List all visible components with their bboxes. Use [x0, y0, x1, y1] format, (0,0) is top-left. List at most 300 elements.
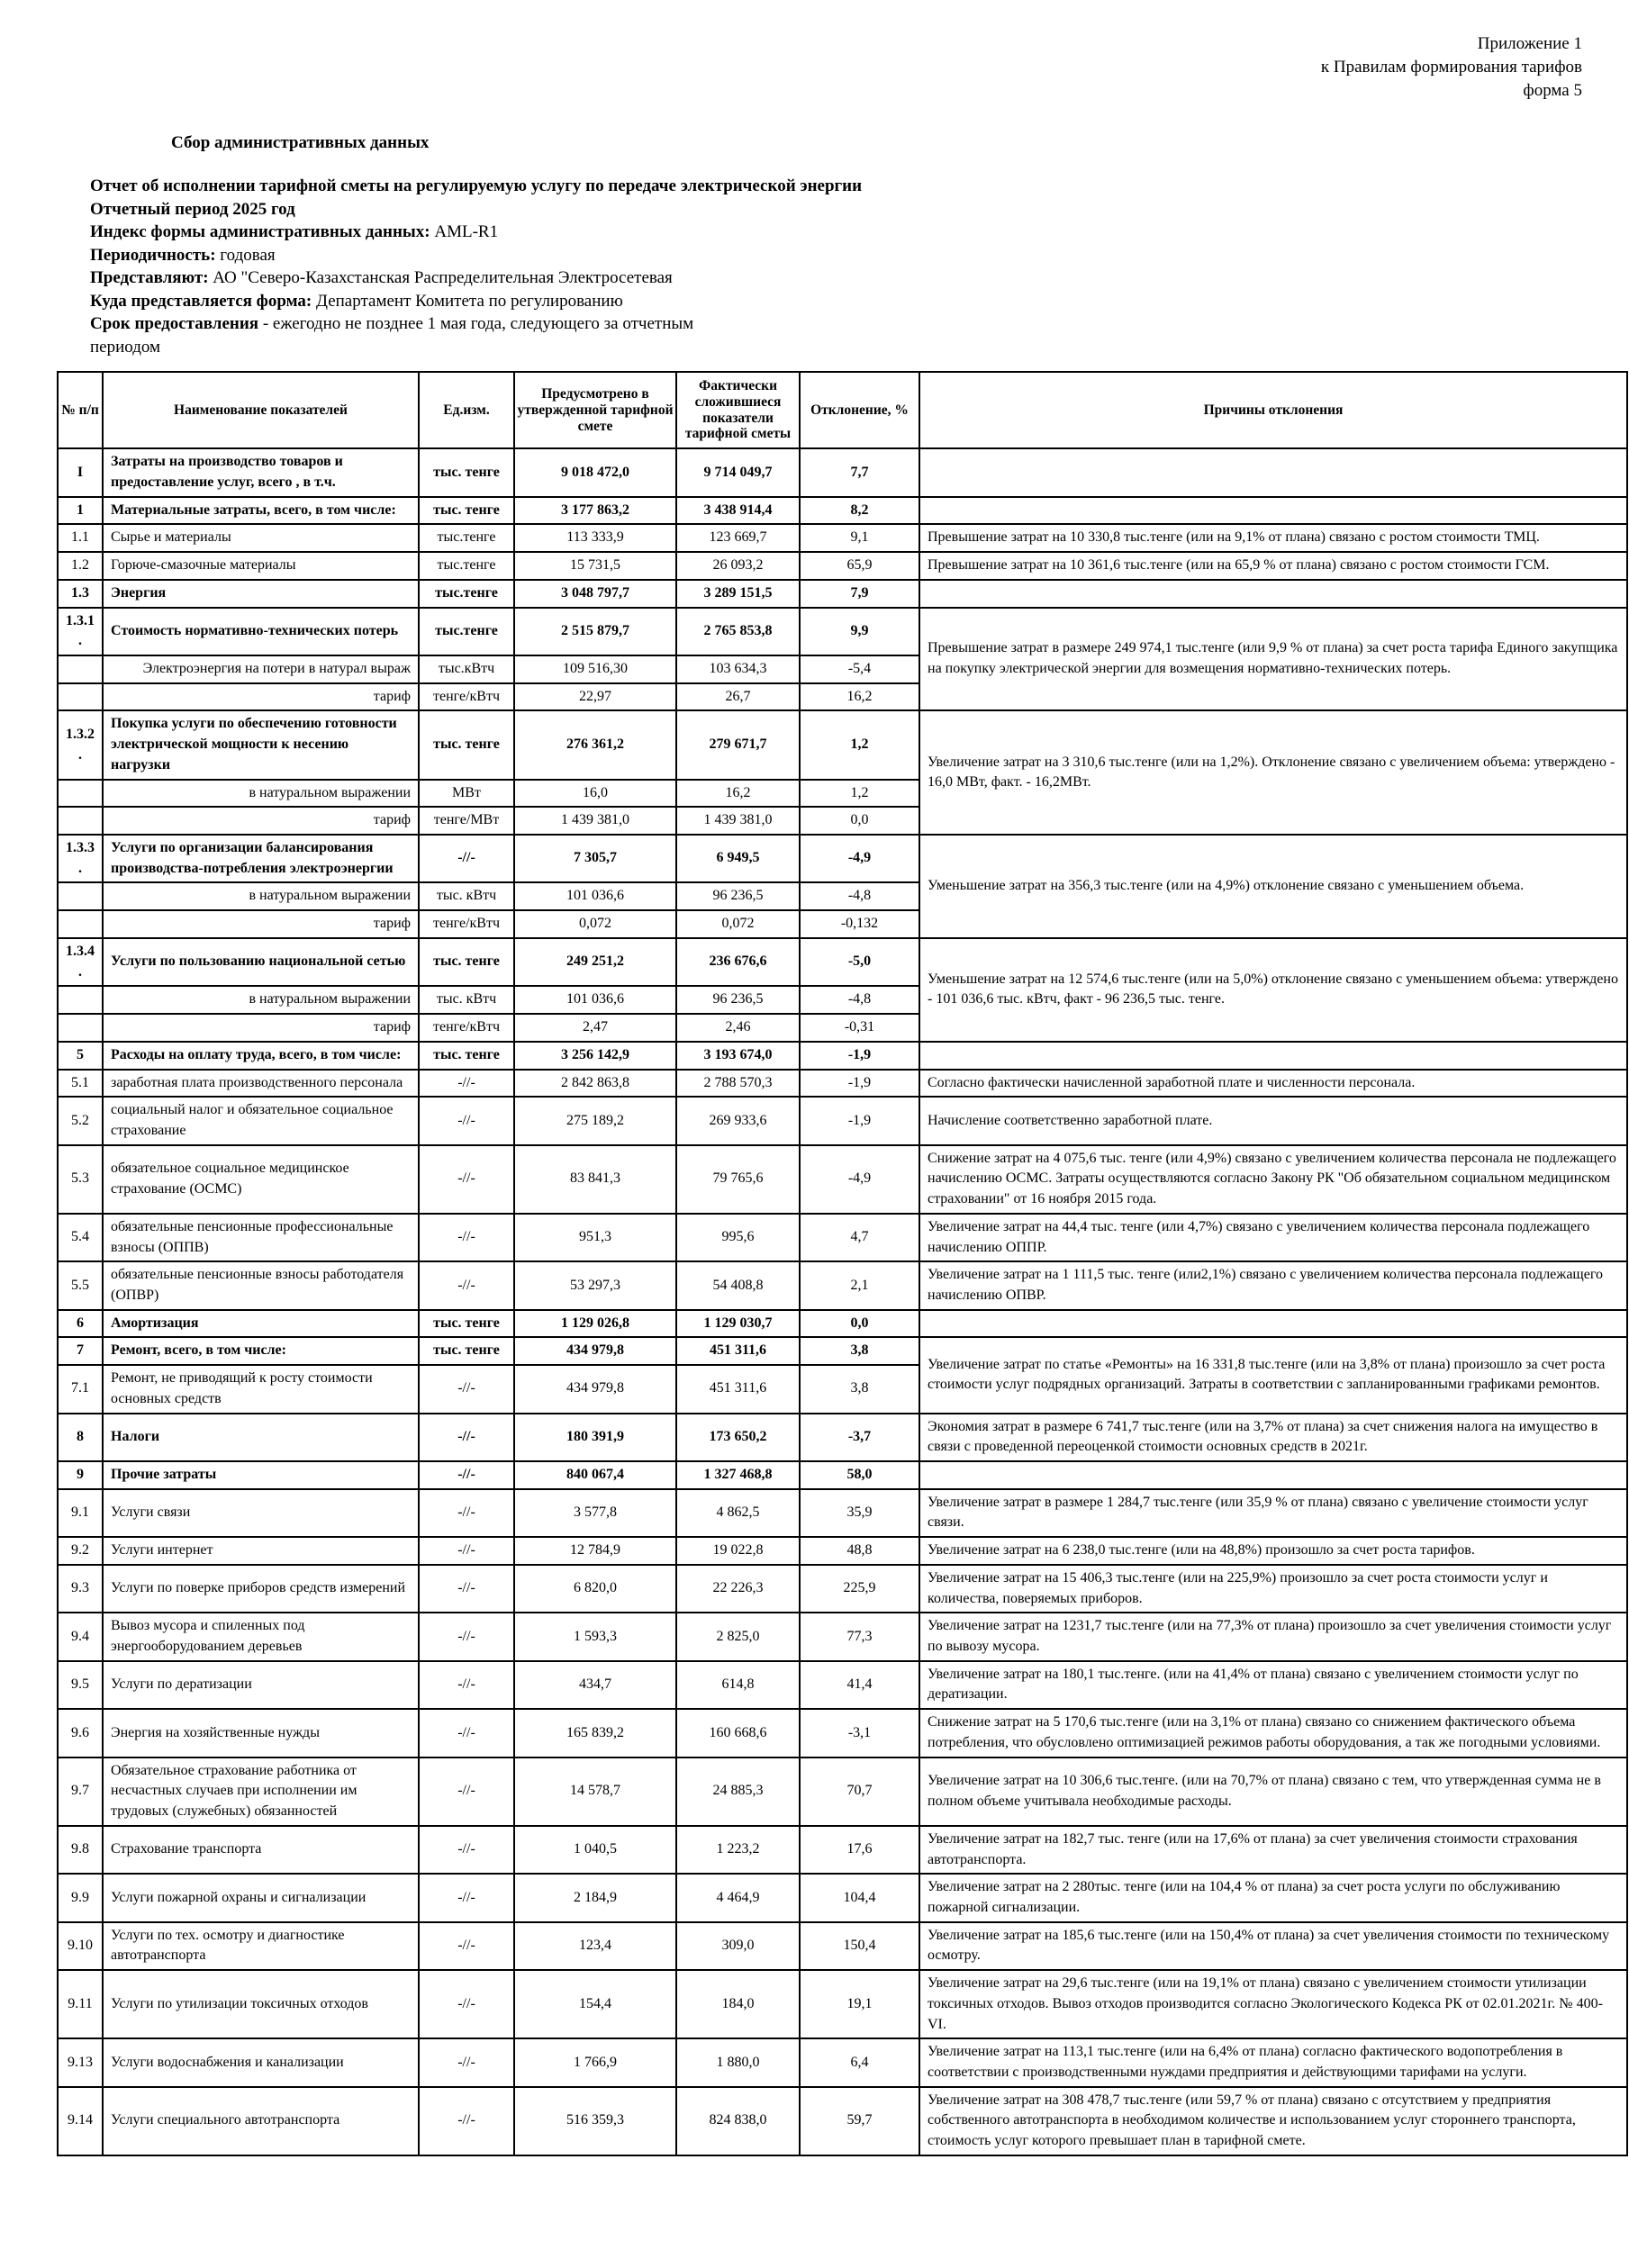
unit-cell: тыс. тенге: [419, 938, 514, 986]
row-number-cell: 7.1: [58, 1365, 103, 1413]
deviation-cell: 9,1: [800, 524, 919, 552]
planned-value-cell: 1 439 381,0: [514, 807, 676, 835]
actual-value-cell: 26 093,2: [676, 552, 800, 580]
row-number-cell: 9.3: [58, 1565, 103, 1613]
planned-value-cell: 1 593,3: [514, 1613, 676, 1660]
row-number-cell: 1.2: [58, 552, 103, 580]
unit-cell: -//-: [419, 1145, 514, 1214]
meta-line: Куда представляется форма: Департамент Комитета по регулированию: [90, 291, 623, 311]
indicator-name-cell: Услуги по утилизации токсичных отходов: [103, 1970, 419, 2038]
indicator-name-cell: Услуги по пользованию национальной сетью: [103, 938, 419, 986]
row-number-cell: 1.3.2.: [58, 710, 103, 779]
report-table-body: [58, 448, 1627, 2155]
planned-value-cell: 2 515 879,7: [514, 608, 676, 655]
row-number-cell: 1.3.4.: [58, 938, 103, 986]
deviation-cell: 35,9: [800, 1489, 919, 1537]
reason-cell: Увеличение затрат на 6 238,0 тыс.тенге (или на 48,8%) произошло за счет роста тарифов.: [919, 1537, 1627, 1565]
row-number-cell: 8: [58, 1414, 103, 1461]
indicator-name-cell: Покупка услуги по обеспечению готовности электрической мощности к несению нагрузки: [103, 710, 419, 779]
indicator-name-cell: Амортизация: [103, 1310, 419, 1338]
reason-cell: Увеличение затрат на 1231,7 тыс.тенге (или на 77,3% от плана) произошло за счет увеличения стоимости услуг по вывозу мусора.: [919, 1613, 1627, 1660]
indicator-name-cell: заработная плата производственного персонала: [103, 1070, 419, 1098]
planned-value-cell: 434 979,8: [514, 1337, 676, 1365]
unit-cell: тыс.тенге: [419, 608, 514, 655]
actual-value-cell: 451 311,6: [676, 1365, 800, 1413]
actual-value-cell: 123 669,7: [676, 524, 800, 552]
reason-cell: Снижение затрат на 4 075,6 тыс. тенге (или 4,9%) связано с увеличением количества персонала не подлежащего начислению ОСМС. Затраты осуществляются согласно Закону РК "Об обязательном социальном медицинском страховании" от 16 ноября 2015 года.: [919, 1145, 1627, 1214]
indicator-name-cell: Прочие затраты: [103, 1461, 419, 1489]
indicator-name-cell: обязательные пенсионные профессиональные взносы (ОППВ): [103, 1214, 419, 1261]
report-meta-block: [90, 175, 1000, 358]
row-number-cell: 9.13: [58, 2038, 103, 2086]
table-row: [58, 1461, 1627, 1489]
planned-value-cell: 516 359,3: [514, 2087, 676, 2155]
table-row: [58, 710, 1627, 779]
indicator-name-cell: Страхование транспорта: [103, 1826, 419, 1874]
row-number-cell: I: [58, 448, 103, 496]
actual-value-cell: 4 464,9: [676, 1874, 800, 1921]
indicator-name-cell: Ремонт, всего, в том числе:: [103, 1337, 419, 1365]
planned-value-cell: 101 036,6: [514, 882, 676, 910]
planned-value-cell: 2 184,9: [514, 1874, 676, 1921]
planned-value-cell: 12 784,9: [514, 1537, 676, 1565]
planned-value-cell: 14 578,7: [514, 1757, 676, 1826]
indicator-name-cell: Услуги специального автотранспорта: [103, 2087, 419, 2155]
actual-value-cell: 2 765 853,8: [676, 608, 800, 655]
row-number-cell: [58, 910, 103, 938]
deviation-cell: 3,8: [800, 1365, 919, 1413]
reason-cell: [919, 448, 1627, 496]
row-number-cell: 9.14: [58, 2087, 103, 2155]
actual-value-cell: 3 438 914,4: [676, 497, 800, 525]
unit-cell: -//-: [419, 1489, 514, 1537]
planned-value-cell: 109 516,30: [514, 655, 676, 683]
deviation-cell: 6,4: [800, 2038, 919, 2086]
row-number-cell: 1.3: [58, 580, 103, 608]
table-row: [58, 524, 1627, 552]
planned-value-cell: 2 842 863,8: [514, 1070, 676, 1098]
reason-cell: Увеличение затрат на 308 478,7 тыс.тенге (или 59,7 % от плана) связано с отсутствием у предприятия собственного автотранспорта в необходимом количестве и использованием услуг стороннего транспорта, стоимость услуг которого превышает план в тарифной смете.: [919, 2087, 1627, 2155]
col-header-name: Наименование показателей: [103, 372, 419, 448]
meta-line: Отчет об исполнении тарифной сметы на регулируемую услугу по передаче электрической энергии: [90, 176, 863, 195]
row-number-cell: 9.11: [58, 1970, 103, 2038]
deviation-cell: -4,8: [800, 882, 919, 910]
planned-value-cell: 53 297,3: [514, 1261, 676, 1309]
unit-cell: тыс. тенге: [419, 1310, 514, 1338]
deviation-cell: -1,9: [800, 1070, 919, 1098]
actual-value-cell: 2 825,0: [676, 1613, 800, 1660]
planned-value-cell: 7 305,7: [514, 835, 676, 882]
actual-value-cell: 269 933,6: [676, 1097, 800, 1144]
form-title: Сбор административных данных: [171, 133, 430, 152]
col-header-reasons: Причины отклонения: [919, 372, 1627, 448]
table-row: [58, 2038, 1627, 2086]
deviation-cell: 70,7: [800, 1757, 919, 1826]
planned-value-cell: 951,3: [514, 1214, 676, 1261]
row-number-cell: 5.5: [58, 1261, 103, 1309]
unit-cell: -//-: [419, 1414, 514, 1461]
indicator-name-cell: Горюче-смазочные материалы: [103, 552, 419, 580]
unit-cell: -//-: [419, 1826, 514, 1874]
deviation-cell: 2,1: [800, 1261, 919, 1309]
indicator-name-cell: тариф: [103, 910, 419, 938]
planned-value-cell: 22,97: [514, 683, 676, 711]
actual-value-cell: 1 439 381,0: [676, 807, 800, 835]
deviation-cell: -4,9: [800, 835, 919, 882]
appendix-line: Приложение 1: [1477, 34, 1582, 53]
reason-cell: Увеличение затрат на 182,7 тыс. тенге (или на 17,6% от плана) за счет увеличения стоимости страхования автотранспорта.: [919, 1826, 1627, 1874]
table-row: [58, 1922, 1627, 1970]
row-number-cell: 1.3.1.: [58, 608, 103, 655]
unit-cell: -//-: [419, 1070, 514, 1098]
indicator-name-cell: Вывоз мусора и спиленных под энергооборудованием деревьев: [103, 1613, 419, 1660]
planned-value-cell: 154,4: [514, 1970, 676, 2038]
row-number-cell: 9.4: [58, 1613, 103, 1660]
planned-value-cell: 276 361,2: [514, 710, 676, 779]
deviation-cell: -0,31: [800, 1014, 919, 1042]
table-row: [58, 497, 1627, 525]
planned-value-cell: 1 040,5: [514, 1826, 676, 1874]
table-row: [58, 1070, 1627, 1098]
table-row: [58, 1970, 1627, 2038]
table-header: [58, 372, 1627, 448]
actual-value-cell: 2 788 570,3: [676, 1070, 800, 1098]
reason-cell: Экономия затрат в размере 6 741,7 тыс.тенге (или на 3,7% от плана) за счет снижения налога на имущество в связи с проведенной переоценкой стоимости основных средств в 2021г.: [919, 1414, 1627, 1461]
unit-cell: -//-: [419, 1874, 514, 1921]
unit-cell: тыс. тенге: [419, 1337, 514, 1365]
actual-value-cell: 54 408,8: [676, 1261, 800, 1309]
indicator-name-cell: Стоимость нормативно-технических потерь: [103, 608, 419, 655]
actual-value-cell: 184,0: [676, 1970, 800, 2038]
unit-cell: тыс.тенге: [419, 552, 514, 580]
row-number-cell: 1: [58, 497, 103, 525]
table-row: [58, 1337, 1627, 1365]
reason-cell: Увеличение затрат на 180,1 тыс.тенге. (или на 41,4% от плана) связано с увеличением стоимости услуг по дератизации.: [919, 1661, 1627, 1709]
row-number-cell: 7: [58, 1337, 103, 1365]
deviation-cell: -0,132: [800, 910, 919, 938]
deviation-cell: 58,0: [800, 1461, 919, 1489]
indicator-name-cell: Услуги по поверке приборов средств измерений: [103, 1565, 419, 1613]
actual-value-cell: 96 236,5: [676, 882, 800, 910]
deviation-cell: 0,0: [800, 807, 919, 835]
table-row: [58, 1489, 1627, 1537]
indicator-name-cell: в натуральном выражении: [103, 882, 419, 910]
actual-value-cell: 279 671,7: [676, 710, 800, 779]
deviation-cell: 48,8: [800, 1537, 919, 1565]
reason-cell: Увеличение затрат по статье «Ремонты» на 16 331,8 тыс.тенге (или на 3,8% от плана) произошло за счет роста стоимости услуг подрядных организаций. Затраты в соответствии с запланированными графиками ремонтов.: [919, 1337, 1627, 1413]
tariff-report-table: [57, 371, 1628, 2156]
indicator-name-cell: Услуги по организации балансирования производства-потребления электроэнергии: [103, 835, 419, 882]
reason-cell: [919, 497, 1627, 525]
deviation-cell: 0,0: [800, 1310, 919, 1338]
appendix-line: форма 5: [1523, 81, 1582, 100]
actual-value-cell: 824 838,0: [676, 2087, 800, 2155]
indicator-name-cell: Энергия: [103, 580, 419, 608]
planned-value-cell: 15 731,5: [514, 552, 676, 580]
table-row: [58, 1757, 1627, 1826]
unit-cell: тыс.тенге: [419, 524, 514, 552]
actual-value-cell: 995,6: [676, 1214, 800, 1261]
row-number-cell: 6: [58, 1310, 103, 1338]
table-row: [58, 1042, 1627, 1070]
actual-value-cell: 2,46: [676, 1014, 800, 1042]
meta-line: Срок предоставления - ежегодно не позднее 1 мая года, следующего за отчетным: [90, 314, 694, 333]
actual-value-cell: 1 880,0: [676, 2038, 800, 2086]
row-number-cell: 9.2: [58, 1537, 103, 1565]
planned-value-cell: 6 820,0: [514, 1565, 676, 1613]
deviation-cell: 19,1: [800, 1970, 919, 2038]
table-row: [58, 1826, 1627, 1874]
table-row: [58, 938, 1627, 986]
row-number-cell: [58, 1014, 103, 1042]
page: [0, 32, 1629, 2268]
planned-value-cell: 275 189,2: [514, 1097, 676, 1144]
table-row: [58, 608, 1627, 655]
reason-cell: Увеличение затрат на 2 280тыс. тенге (или на 104,4 % от плана) за счет роста услуги по обслуживанию пожарной сигнализации.: [919, 1874, 1627, 1921]
indicator-name-cell: Материальные затраты, всего, в том числе:: [103, 497, 419, 525]
reason-cell: Увеличение затрат на 15 406,3 тыс.тенге (или на 225,9%) произошло за счет роста стоимости услуг и количества, поверяемых приборов.: [919, 1565, 1627, 1613]
row-number-cell: 9.6: [58, 1709, 103, 1757]
indicator-name-cell: Сырье и материалы: [103, 524, 419, 552]
indicator-name-cell: тариф: [103, 1014, 419, 1042]
planned-value-cell: 249 251,2: [514, 938, 676, 986]
indicator-name-cell: социальный налог и обязательное социальное страхование: [103, 1097, 419, 1144]
planned-value-cell: 165 839,2: [514, 1709, 676, 1757]
meta-line: Периодичность: годовая: [90, 245, 276, 265]
unit-cell: тенге/кВтч: [419, 1014, 514, 1042]
reason-cell: Увеличение затрат на 10 306,6 тыс.тенге. (или на 70,7% от плана) связано с тем, что утвержденная сумма не в полном объеме учитывала необходимые расходы.: [919, 1757, 1627, 1826]
planned-value-cell: 0,072: [514, 910, 676, 938]
indicator-name-cell: Услуги по дератизации: [103, 1661, 419, 1709]
col-header-planned: Предусмотрено в утвержденной тарифной смете: [514, 372, 676, 448]
reason-cell: [919, 1310, 1627, 1338]
deviation-cell: -4,9: [800, 1145, 919, 1214]
indicator-name-cell: Электроэнергия на потери в натурал выраж: [103, 655, 419, 683]
row-number-cell: [58, 780, 103, 808]
planned-value-cell: 434,7: [514, 1661, 676, 1709]
row-number-cell: 5.1: [58, 1070, 103, 1098]
reason-cell: Увеличение затрат на 29,6 тыс.тенге (или на 19,1% от плана) связано с увеличением стоимости утилизации токсичных отходов. Вывоз отходов производится согласно Экологического Кодекса РК от 02.01.2021г. № 400-VI.: [919, 1970, 1627, 2038]
indicator-name-cell: тариф: [103, 807, 419, 835]
table-row: [58, 1261, 1627, 1309]
unit-cell: -//-: [419, 1261, 514, 1309]
table-row: [58, 1661, 1627, 1709]
row-number-cell: 5.2: [58, 1097, 103, 1144]
planned-value-cell: 3 577,8: [514, 1489, 676, 1537]
col-header-actual: Фактически сложившиеся показатели тарифной сметы: [676, 372, 800, 448]
reason-cell: [919, 1461, 1627, 1489]
indicator-name-cell: Обязательное страхование работника от несчастных случаев при исполнении им трудовых (служебных) обязанностей: [103, 1757, 419, 1826]
row-number-cell: 5: [58, 1042, 103, 1070]
indicator-name-cell: Расходы на оплату труда, всего, в том числе:: [103, 1042, 419, 1070]
deviation-cell: 150,4: [800, 1922, 919, 1970]
deviation-cell: -4,8: [800, 986, 919, 1014]
deviation-cell: 225,9: [800, 1565, 919, 1613]
unit-cell: -//-: [419, 1661, 514, 1709]
table-row: [58, 1874, 1627, 1921]
unit-cell: тыс. тенге: [419, 1042, 514, 1070]
actual-value-cell: 24 885,3: [676, 1757, 800, 1826]
deviation-cell: 104,4: [800, 1874, 919, 1921]
reason-cell: Снижение затрат на 5 170,6 тыс.тенге (или на 3,1% от плана) связано со снижением фактического объема потребления, что обусловлено оптимизацией режимов работы оборудования, а так же погодными условиями.: [919, 1709, 1627, 1757]
indicator-name-cell: в натуральном выражении: [103, 986, 419, 1014]
indicator-name-cell: Затраты на производство товаров и предоставление услуг, всего , в т.ч.: [103, 448, 419, 496]
unit-cell: -//-: [419, 1097, 514, 1144]
planned-value-cell: 180 391,9: [514, 1414, 676, 1461]
actual-value-cell: 9 714 049,7: [676, 448, 800, 496]
reason-cell: Увеличение затрат на 44,4 тыс. тенге (или 4,7%) связано с увеличением количества персонала подлежащего начислению ОППР.: [919, 1214, 1627, 1261]
meta-line: периодом: [90, 337, 161, 357]
table-row: [58, 552, 1627, 580]
table-row: [58, 2087, 1627, 2155]
unit-cell: -//-: [419, 1565, 514, 1613]
unit-cell: тыс.тенге: [419, 580, 514, 608]
planned-value-cell: 434 979,8: [514, 1365, 676, 1413]
deviation-cell: 17,6: [800, 1826, 919, 1874]
unit-cell: -//-: [419, 2087, 514, 2155]
planned-value-cell: 16,0: [514, 780, 676, 808]
actual-value-cell: 1 327 468,8: [676, 1461, 800, 1489]
appendix-block: [0, 32, 1582, 103]
actual-value-cell: 160 668,6: [676, 1709, 800, 1757]
indicator-name-cell: обязательное социальное медицинское страхование (ОСМС): [103, 1145, 419, 1214]
unit-cell: -//-: [419, 1970, 514, 2038]
planned-value-cell: 1 129 026,8: [514, 1310, 676, 1338]
actual-value-cell: 22 226,3: [676, 1565, 800, 1613]
planned-value-cell: 123,4: [514, 1922, 676, 1970]
actual-value-cell: 96 236,5: [676, 986, 800, 1014]
unit-cell: -//-: [419, 1214, 514, 1261]
deviation-cell: 8,2: [800, 497, 919, 525]
indicator-name-cell: Услуги по тех. осмотру и диагностике автотранспорта: [103, 1922, 419, 1970]
col-header-num: № п/п: [58, 372, 103, 448]
unit-cell: тенге/кВтч: [419, 683, 514, 711]
row-number-cell: 5.4: [58, 1214, 103, 1261]
reason-cell: Начисление соответственно заработной плате.: [919, 1097, 1627, 1144]
meta-line: Индекс формы административных данных: AML-R1: [90, 222, 499, 241]
deviation-cell: 16,2: [800, 683, 919, 711]
meta-line: Отчетный период 2025 год: [90, 199, 295, 219]
actual-value-cell: 309,0: [676, 1922, 800, 1970]
unit-cell: тыс.кВтч: [419, 655, 514, 683]
indicator-name-cell: Энергия на хозяйственные нужды: [103, 1709, 419, 1757]
unit-cell: -//-: [419, 1922, 514, 1970]
deviation-cell: 9,9: [800, 608, 919, 655]
reason-cell: Превышение затрат на 10 330,8 тыс.тенге (или на 9,1% от плана) связано с ростом стоимости ТМЦ.: [919, 524, 1627, 552]
reason-cell: Уменьшение затрат на 356,3 тыс.тенге (или на 4,9%) отклонение связано с уменьшением объема.: [919, 835, 1627, 938]
reason-cell: Увеличение затрат на 3 310,6 тыс.тенге (или на 1,2%). Отклонение связано с увеличением объема: утверждено - 16,0 МВт, факт. - 16,2МВт.: [919, 710, 1627, 835]
actual-value-cell: 26,7: [676, 683, 800, 711]
indicator-name-cell: Ремонт, не приводящий к росту стоимости основных средств: [103, 1365, 419, 1413]
row-number-cell: 5.3: [58, 1145, 103, 1214]
deviation-cell: -1,9: [800, 1097, 919, 1144]
unit-cell: -//-: [419, 1757, 514, 1826]
deviation-cell: -1,9: [800, 1042, 919, 1070]
table-row: [58, 580, 1627, 608]
unit-cell: тенге/МВт: [419, 807, 514, 835]
actual-value-cell: 173 650,2: [676, 1414, 800, 1461]
indicator-name-cell: Услуги водоснабжения и канализации: [103, 2038, 419, 2086]
unit-cell: тыс. тенге: [419, 448, 514, 496]
row-number-cell: [58, 882, 103, 910]
deviation-cell: -3,7: [800, 1414, 919, 1461]
deviation-cell: 3,8: [800, 1337, 919, 1365]
deviation-cell: 1,2: [800, 710, 919, 779]
actual-value-cell: 4 862,5: [676, 1489, 800, 1537]
col-header-deviation: Отклонение, %: [800, 372, 919, 448]
deviation-cell: 65,9: [800, 552, 919, 580]
row-number-cell: 9: [58, 1461, 103, 1489]
actual-value-cell: 1 223,2: [676, 1826, 800, 1874]
actual-value-cell: 236 676,6: [676, 938, 800, 986]
unit-cell: -//-: [419, 1709, 514, 1757]
actual-value-cell: 1 129 030,7: [676, 1310, 800, 1338]
actual-value-cell: 16,2: [676, 780, 800, 808]
table-row: [58, 1565, 1627, 1613]
unit-cell: -//-: [419, 1461, 514, 1489]
reason-cell: Уменьшение затрат на 12 574,6 тыс.тенге (или на 5,0%) отклонение связано с уменьшением объема: утверждено - 101 036,6 тыс. кВтч, факт - 96 236,5 тыс. тенге.: [919, 938, 1627, 1042]
indicator-name-cell: Услуги пожарной охраны и сигнализации: [103, 1874, 419, 1921]
table-row: [58, 1145, 1627, 1214]
unit-cell: МВт: [419, 780, 514, 808]
unit-cell: -//-: [419, 1537, 514, 1565]
col-header-unit: Ед.изм.: [419, 372, 514, 448]
reason-cell: Увеличение затрат на 1 111,5 тыс. тенге (или2,1%) связано с увеличением количества персонала подлежащего начислению ОПВР.: [919, 1261, 1627, 1309]
row-number-cell: 9.7: [58, 1757, 103, 1826]
planned-value-cell: 2,47: [514, 1014, 676, 1042]
row-number-cell: 9.10: [58, 1922, 103, 1970]
row-number-cell: [58, 655, 103, 683]
planned-value-cell: 83 841,3: [514, 1145, 676, 1214]
deviation-cell: 77,3: [800, 1613, 919, 1660]
reason-cell: Превышение затрат на 10 361,6 тыс.тенге (или на 65,9 % от плана) связано с ростом стоимости ГСМ.: [919, 552, 1627, 580]
unit-cell: тыс. кВтч: [419, 986, 514, 1014]
actual-value-cell: 19 022,8: [676, 1537, 800, 1565]
unit-cell: -//-: [419, 1613, 514, 1660]
row-number-cell: 9.9: [58, 1874, 103, 1921]
planned-value-cell: 840 067,4: [514, 1461, 676, 1489]
deviation-cell: -3,1: [800, 1709, 919, 1757]
header-row: [58, 372, 1627, 448]
table-row: [58, 1613, 1627, 1660]
deviation-cell: 59,7: [800, 2087, 919, 2155]
table-row: [58, 1097, 1627, 1144]
row-number-cell: [58, 986, 103, 1014]
unit-cell: тыс. кВтч: [419, 882, 514, 910]
reason-cell: Согласно фактически начисленной заработной плате и численности персонала.: [919, 1070, 1627, 1098]
actual-value-cell: 0,072: [676, 910, 800, 938]
indicator-name-cell: обязательные пенсионные взносы работодателя (ОПВР): [103, 1261, 419, 1309]
unit-cell: -//-: [419, 2038, 514, 2086]
table-row: [58, 1310, 1627, 1338]
appendix-line: к Правилам формирования тарифов: [1320, 58, 1582, 77]
table-row: [58, 448, 1627, 496]
table-row: [58, 1414, 1627, 1461]
row-number-cell: [58, 683, 103, 711]
row-number-cell: 1.1: [58, 524, 103, 552]
deviation-cell: 7,7: [800, 448, 919, 496]
row-number-cell: 9.1: [58, 1489, 103, 1537]
actual-value-cell: 79 765,6: [676, 1145, 800, 1214]
deviation-cell: 7,9: [800, 580, 919, 608]
reason-cell: [919, 580, 1627, 608]
planned-value-cell: 3 048 797,7: [514, 580, 676, 608]
reason-cell: [919, 1042, 1627, 1070]
planned-value-cell: 3 177 863,2: [514, 497, 676, 525]
planned-value-cell: 1 766,9: [514, 2038, 676, 2086]
table-row: [58, 835, 1627, 882]
indicator-name-cell: тариф: [103, 683, 419, 711]
